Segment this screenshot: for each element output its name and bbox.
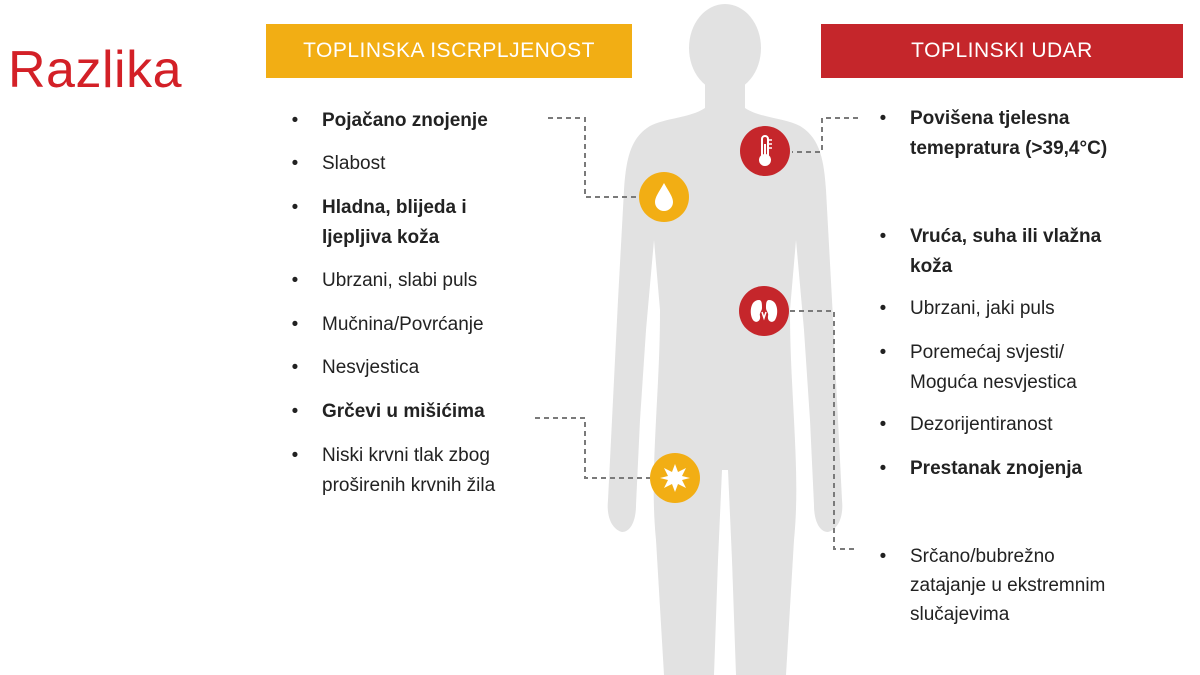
bullet-dot: • [291,357,299,378]
item-text: Slabost [322,153,386,174]
item-text: Dezorijentiranost [910,414,1053,435]
heat-exhaustion-header: TOPLINSKA ISCRPLJENOST [266,24,632,78]
leader-line-cramps [535,418,650,478]
item-text: Ubrzani, jaki puls [910,298,1055,319]
bullet-dot: • [879,458,887,479]
bullet-dot: • [879,298,887,319]
item-text-line2: proširenih krvnih žila [322,475,496,496]
item-text: Prestanak znojenja [910,458,1083,479]
leader-line-temperature [792,118,858,152]
kidneys-icon [739,286,789,336]
item-text: Pojačano znojenje [322,110,488,131]
item-text: Vruća, suha ili vlažna [910,226,1102,247]
leader-line-sweat [548,118,640,197]
bullet-dot: • [291,197,299,218]
item-text: Poremećaj svjesti/ [910,342,1065,363]
thermometer-icon [740,126,790,176]
leader-line-organs [790,311,856,549]
item-text-line2: ljepljiva koža [322,227,440,248]
bullet-dot: • [291,401,299,422]
bullet-dot: • [879,342,887,363]
item-text: Ubrzani, slabi puls [322,270,478,291]
heat-stroke-header: TOPLINSKI UDAR [821,24,1183,78]
bullet-dot: • [291,270,299,291]
water-drop-icon [639,172,689,222]
item-text: Mučnina/Povrćanje [322,314,484,335]
bullet-dot: • [879,414,887,435]
item-text: Niski krvni tlak zbog [322,445,490,466]
item-text-line3: slučajevima [910,604,1010,625]
bullet-dot: • [879,546,887,567]
item-text: Hladna, blijeda i [322,197,467,218]
item-text: Srčano/bubrežno [910,546,1055,567]
bullet-dot: • [879,226,887,247]
item-text: Grčevi u mišićima [322,401,485,422]
bullet-dot: • [291,110,299,131]
item-text-line2: Moguća nesvjestica [910,372,1077,393]
item-text-line2: koža [910,256,953,277]
bullet-dot: • [291,314,299,335]
item-text: Nesvjestica [322,357,420,378]
bullet-dot: • [291,445,299,466]
item-text: Povišena tjelesna [910,108,1070,129]
bullet-dot: • [291,153,299,174]
item-text-line2: zatajanje u ekstremnim [910,575,1106,596]
item-text-line2: temepratura (>39,4°C) [910,138,1108,159]
burst-icon [650,453,700,503]
bullet-dot: • [879,108,887,129]
page-title: Razlika [8,41,182,99]
